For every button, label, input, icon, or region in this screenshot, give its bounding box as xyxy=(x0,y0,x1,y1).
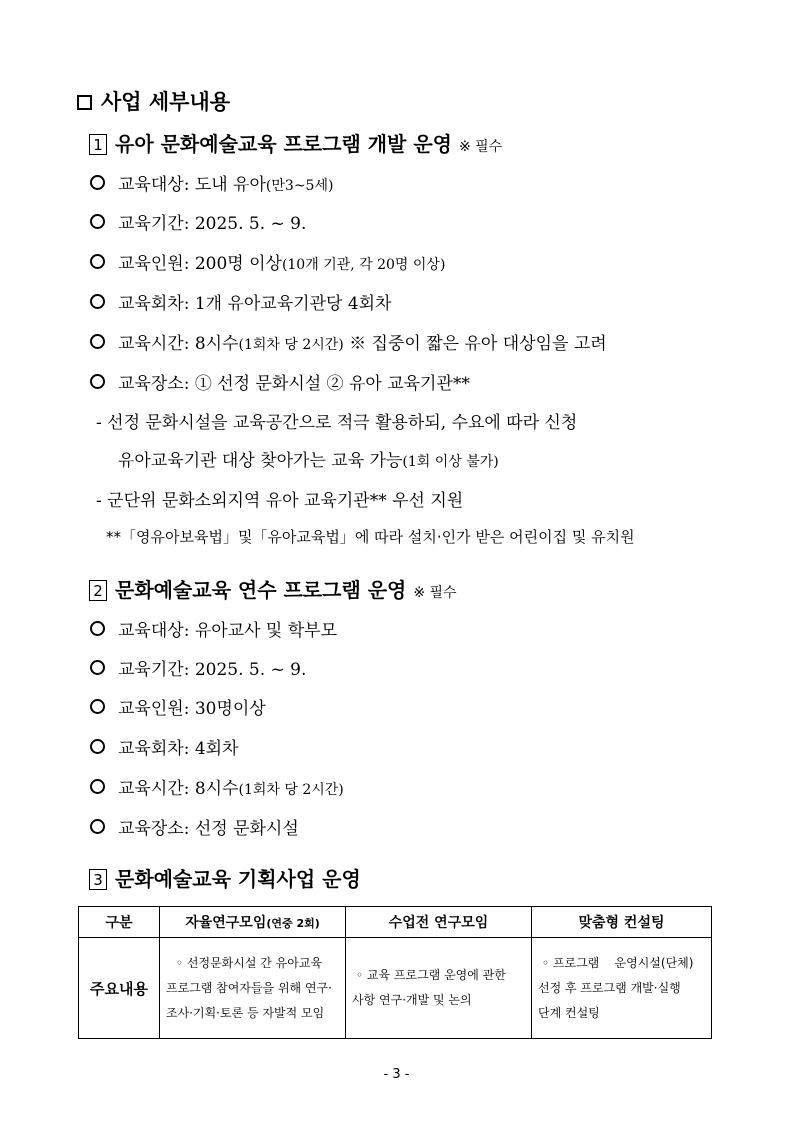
main-title: 사업 세부내용 xyxy=(77,86,230,116)
circle-bullet-icon xyxy=(90,214,105,229)
s1-dash1-line2: 유아교육기관 대상 찾아가는 교육 가능(1회 이상 불가) xyxy=(118,451,499,471)
table-header-row xyxy=(79,907,712,938)
header-consulting: 맞춤형 컨설팅 xyxy=(532,907,712,938)
s1-item-target: 교육대상: 도내 유아(만3~5세) xyxy=(90,170,333,195)
circle-bullet-icon xyxy=(90,294,105,309)
s1-dash1-line1: - 선정 문화시설을 교육공간으로 적극 활용하되, 수요에 따라 신청 xyxy=(96,413,578,433)
section-3-heading: 3 문화예술교육 기획사업 운영 xyxy=(89,863,361,892)
square-bullet-icon xyxy=(77,95,92,110)
page-number: - 3 - xyxy=(383,1067,410,1082)
s2-item-period: 교육기간: 2025. 5. ~ 9. xyxy=(90,655,306,680)
s1-item-headcount: 교육인원: 200명 이상(10개 기관, 각 20명 이상) xyxy=(90,249,445,274)
table-row xyxy=(79,938,712,1039)
required-mark: ※ 필수 xyxy=(413,585,457,601)
circle-bullet-icon xyxy=(90,175,105,190)
circle-bullet-icon xyxy=(90,254,105,269)
s2-item-sessions: 교육회차: 4회차 xyxy=(90,734,238,759)
cell-consulting: ◦ 프로그램 운영시설(단체) 선정 후 프로그램 개발·실행 단계 컨설팅 xyxy=(532,938,712,1039)
section-number-3: 3 xyxy=(89,869,107,890)
header-self-study: 자율연구모임(연중 2회) xyxy=(160,907,346,938)
header-pre-class-study: 수업전 연구모임 xyxy=(346,907,532,938)
s1-item-sessions: 교육회차: 1개 유아교육기관당 4회차 xyxy=(90,289,391,314)
circle-bullet-icon xyxy=(90,621,105,636)
plan-table xyxy=(78,906,712,1039)
circle-bullet-icon xyxy=(90,374,105,389)
row-label: 주요내용 xyxy=(79,938,160,1039)
cell-pre-class-study: ◦ 교육 프로그램 운영에 관한 사항 연구·개발 및 논의 xyxy=(346,938,532,1039)
s1-item-location: 교육장소: ① 선정 문화시설 ② 유아 교육기관** xyxy=(90,369,470,394)
cell-self-study: ◦ 선정문화시설 간 유아교육 프로그램 참여자들을 위해 연구· 조사·기획·토론 등 자발적 모임 xyxy=(160,938,346,1039)
section-1-heading: 1 유아 문화예술교육 프로그램 개발 운영 ※ 필수 xyxy=(89,128,502,157)
circle-bullet-icon xyxy=(90,699,105,714)
circle-bullet-icon xyxy=(90,819,105,834)
s1-dash2: - 군단위 문화소외지역 유아 교육기관** 우선 지원 xyxy=(96,491,464,511)
circle-bullet-icon xyxy=(90,739,105,754)
section-number-2: 2 xyxy=(89,580,107,601)
s1-footnote: **「영유아보육법」및「유아교육법」에 따라 설치·인가 받은 어린이집 및 유치원 xyxy=(106,528,635,546)
s1-item-hours: 교육시간: 8시수(1회차 당 2시간) ※ 집중이 짧은 유아 대상임을 고려 xyxy=(90,329,607,354)
s2-item-headcount: 교육인원: 30명이상 xyxy=(90,694,266,719)
circle-bullet-icon xyxy=(90,779,105,794)
s2-item-target: 교육대상: 유아교사 및 학부모 xyxy=(90,616,337,641)
s2-item-hours: 교육시간: 8시수(1회차 당 2시간) xyxy=(90,774,344,799)
header-category: 구분 xyxy=(79,907,160,938)
required-mark: ※ 필수 xyxy=(458,139,503,155)
s1-item-period: 교육기간: 2025. 5. ~ 9. xyxy=(90,209,306,234)
section-2-heading: 2 문화예술교육 연수 프로그램 운영 ※ 필수 xyxy=(89,574,457,603)
circle-bullet-icon xyxy=(90,660,105,675)
section-number-1: 1 xyxy=(89,134,107,155)
s2-item-location: 교육장소: 선정 문화시설 xyxy=(90,814,299,839)
circle-bullet-icon xyxy=(90,334,105,349)
